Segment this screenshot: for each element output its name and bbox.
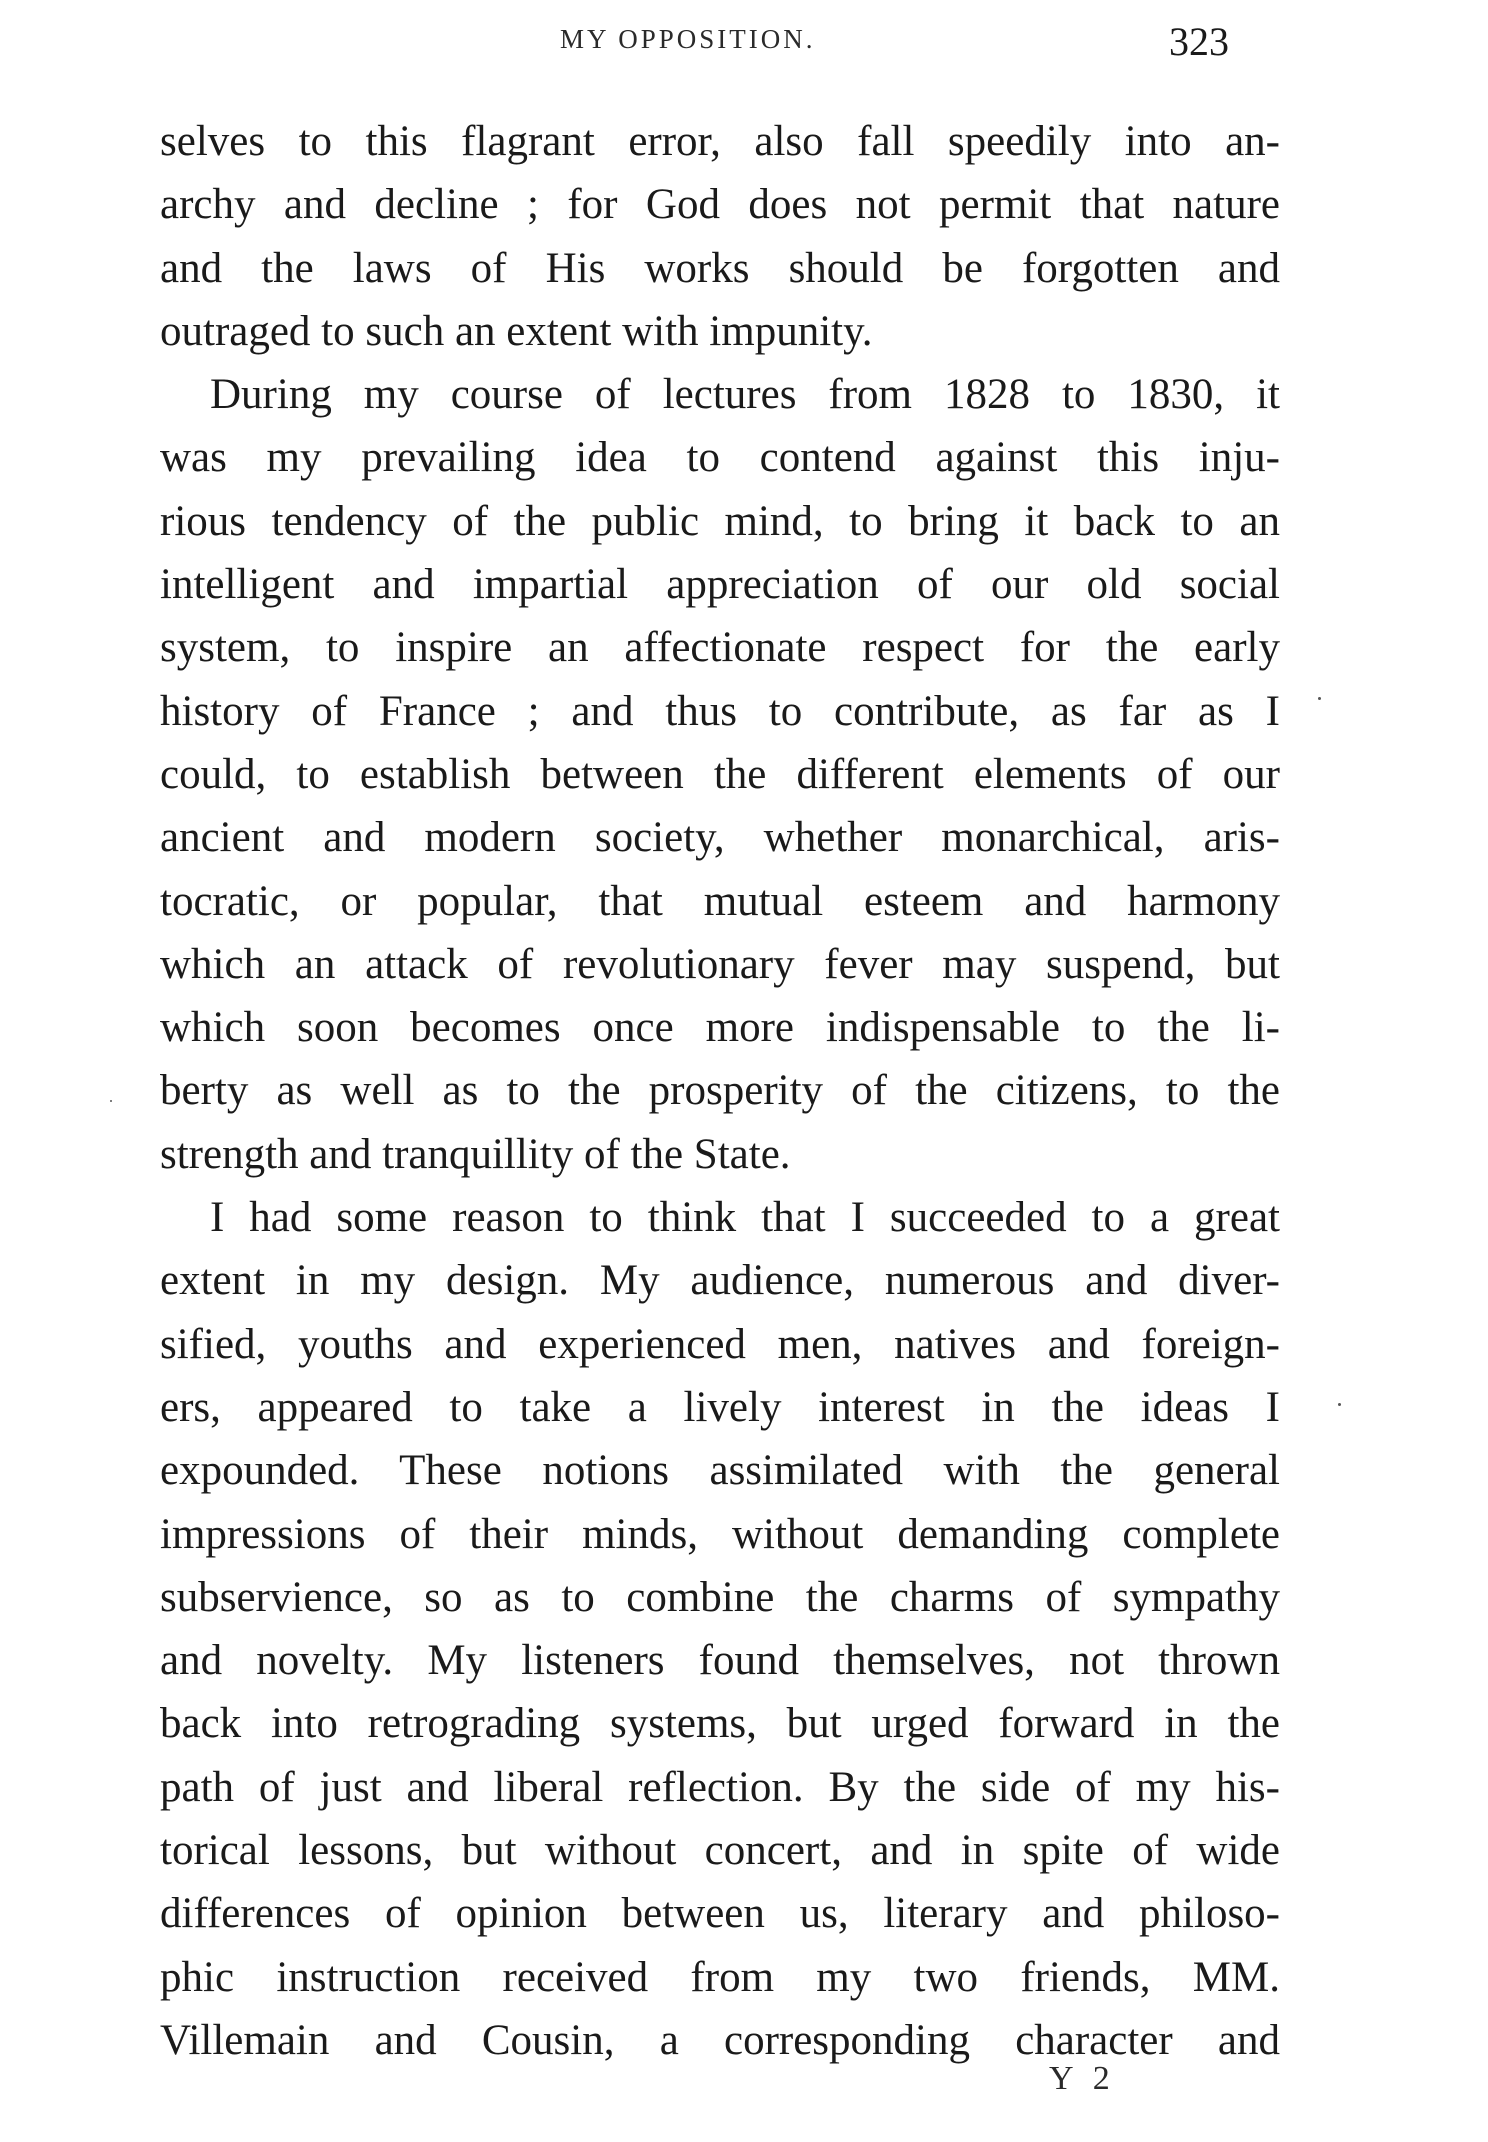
text-line: ers, appeared to take a lively interest in the ideas I (160, 1383, 1280, 1431)
page-number: 323 (1169, 19, 1229, 64)
text-line: and the laws of His works should be forgotten and (160, 244, 1280, 292)
text-line: and novelty. My listeners found themselves, not thrown (160, 1637, 1280, 1685)
text-line: system, to inspire an affectionate respect for the early (160, 624, 1280, 672)
text-line: was my prevailing idea to contend against this inju- (160, 434, 1280, 482)
paper-speck (1338, 1403, 1341, 1406)
text-line: which an attack of revolutionary fever may suspend, but (160, 940, 1280, 988)
text-line: berty as well as to the prosperity of the citizens, to the (160, 1067, 1280, 1115)
text-line: sified, youths and experienced men, natives and foreign- (160, 1320, 1280, 1368)
paper-speck (110, 1100, 112, 1102)
running-head: MY OPPOSITION. (560, 24, 816, 54)
text-line: which soon becomes once more indispensable to the li- (160, 1004, 1280, 1052)
text-line: During my course of lectures from 1828 to 1830, it (210, 371, 1280, 419)
text-line: outraged to such an extent with impunity. (160, 307, 873, 355)
text-line: back into retrograding systems, but urged forward in the (160, 1700, 1280, 1748)
text-line: torical lessons, but without concert, and in spite of wide (160, 1827, 1280, 1875)
signature-mark: Y 2 (1049, 2060, 1116, 2097)
text-line: could, to establish between the different elements of our (160, 750, 1280, 798)
text-line: path of just and liberal reflection. By the side of my his- (160, 1763, 1280, 1811)
text-line: I had some reason to think that I succeeded to a great (210, 1194, 1280, 1242)
text-line: intelligent and impartial appreciation of our old social (160, 561, 1280, 609)
text-line: archy and decline ; for God does not permit that nature (160, 181, 1280, 229)
text-line: differences of opinion between us, literary and philoso- (160, 1890, 1280, 1938)
text-line: selves to this flagrant error, also fall speedily into an- (160, 118, 1280, 165)
body-text (160, 110, 1280, 2072)
text-line: strength and tranquillity of the State. (160, 1130, 791, 1178)
text-line: phic instruction received from my two friends, MM. (160, 1953, 1280, 2001)
text-line: Villemain and Cousin, a corresponding character and (160, 2016, 1280, 2064)
paper-speck (1318, 697, 1321, 700)
text-line: extent in my design. My audience, numerous and diver- (160, 1257, 1280, 1305)
text-line: rious tendency of the public mind, to bring it back to an (160, 497, 1280, 545)
text-line: impressions of their minds, without demanding complete (160, 1510, 1280, 1558)
text-line: expounded. These notions assimilated with the general (160, 1447, 1280, 1495)
text-line: history of France ; and thus to contribute, as far as I (160, 687, 1280, 735)
text-line: subservience, so as to combine the charms of sympathy (160, 1573, 1280, 1621)
text-line: ancient and modern society, whether monarchical, aris- (160, 814, 1280, 862)
text-line: tocratic, or popular, that mutual esteem and harmony (160, 877, 1280, 925)
